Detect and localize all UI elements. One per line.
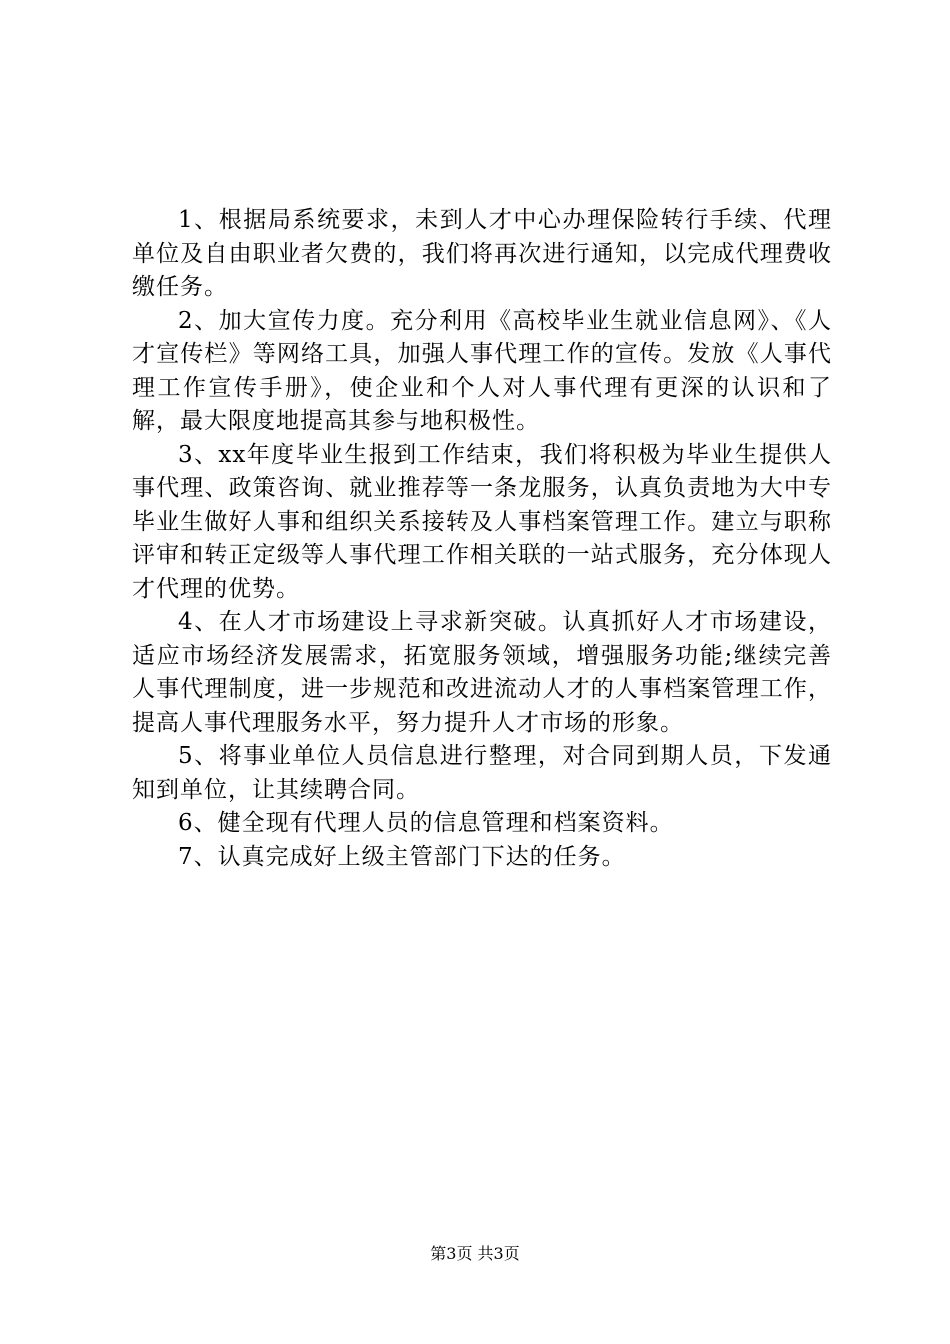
- page-footer: [0, 1244, 950, 1264]
- paragraph-5: 5、将事业单位人员信息进行整理，对合同到期人员，下发通知到单位，让其续聘合同。: [132, 743, 832, 803]
- page-number-label: 第3页 共3页: [430, 1244, 520, 1263]
- paragraph-1: 1、根据局系统要求，未到人才中心办理保险转行手续、代理单位及自由职业者欠费的，我们将再次进行通知，以完成代理费收缴任务。: [132, 207, 832, 300]
- paragraph-2: 2、加大宣传力度。充分利用《高校毕业生就业信息网》、《人才宣传栏》等网络工具，加强人事代理工作的宣传。发放《人事代理工作宣传手册》，使企业和个人对人事代理有更深的认识和了解，最大限度地提高其参与地积极性。: [132, 307, 832, 434]
- document-body: [132, 204, 832, 874]
- paragraph-6: 6、健全现有代理人员的信息管理和档案资料。: [178, 810, 674, 836]
- paragraph-7: 7、认真完成好上级主管部门下达的任务。: [178, 843, 626, 870]
- paragraph-3: 3、xx年度毕业生报到工作结束，我们将积极为毕业生提供人事代理、政策咨询、就业推荐等一条龙服务，认真负责地为大中专毕业生做好人事和组织关系接转及人事档案管理工作。建立与职称评审和转正定级等人事代理工作相关联的一站式服务，充分体现人才代理的优势。: [132, 441, 832, 602]
- paragraph-4: 4、在人才市场建设上寻求新突破。认真抓好人才市场建设，适应市场经济发展需求，拓宽服务领域，增强服务功能;继续完善人事代理制度，进一步规范和改进流动人才的人事档案管理工作，提高人事代理服务水平，努力提升人才市场的形象。: [132, 609, 832, 736]
